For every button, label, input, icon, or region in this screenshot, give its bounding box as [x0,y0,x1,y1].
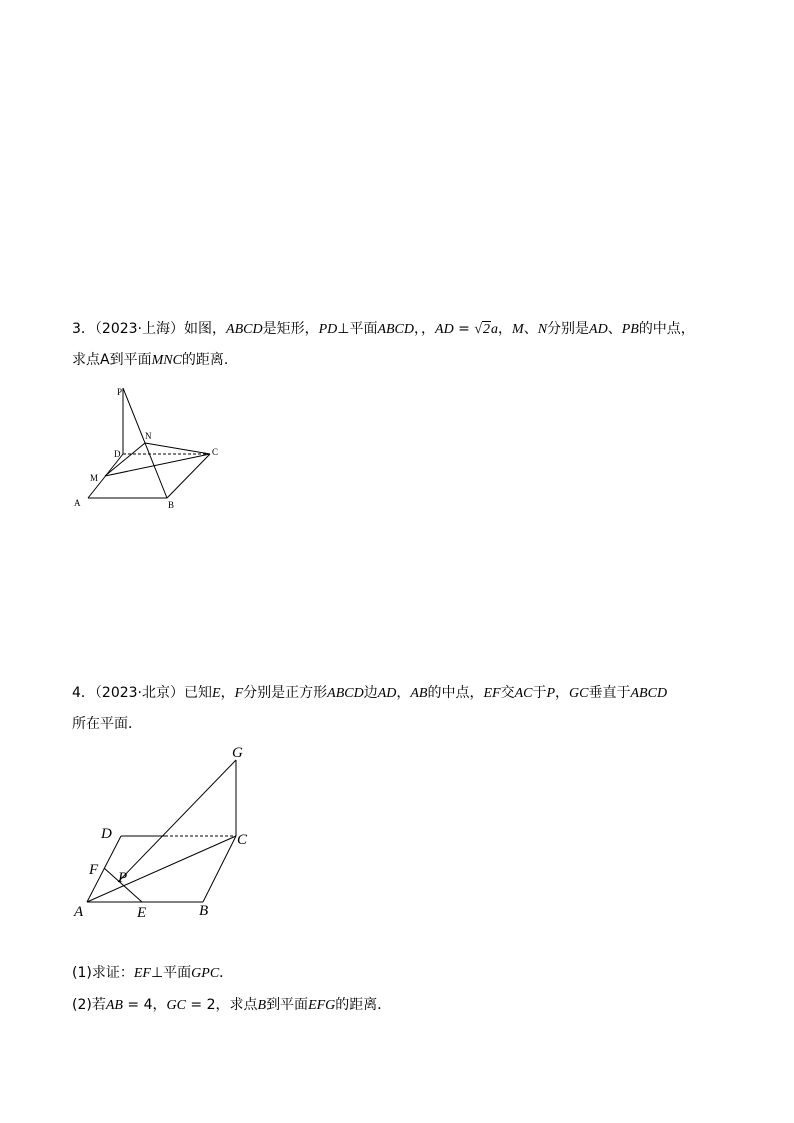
label-B: B [199,903,209,919]
problem3-line2: 求点A到平面MNC的距离. [72,352,229,368]
edge-AC [87,836,236,902]
figure4-diagram [70,740,270,925]
label-G: G [232,745,243,761]
edge-PG [118,760,236,882]
label-B: B [168,500,175,510]
problem4-line2: 所在平面． [72,716,142,732]
problem3-line1: 3．（2023·上海）如图，ABCD是矩形，PD⊥平面ABCD，，AD = √2a，M、N分别是AD、PB的中点， [72,321,695,337]
problem-source: （2023·北京） [94,685,185,701]
figure3-pyramid-diagram [60,380,240,520]
label-D: D [114,449,121,459]
edge-BC [167,454,210,498]
problem-number: 4． [72,685,95,701]
label-D: D [101,826,112,842]
label-C: C [237,832,248,848]
problem-number: 3． [72,321,95,337]
edge-BC [203,836,236,902]
sqrt-expression: √2a [474,322,499,337]
edge-NC [145,443,210,454]
problem-source: （2023·上海） [94,321,185,337]
label-E: E [137,905,147,921]
problem4-line1: 4．（2023·北京）已知E，F分别是正方形ABCD边AD，AB的中点，EF交AC于P，GC垂直于ABCD [72,685,668,701]
label-F: F [89,862,99,878]
label-P: P [117,387,123,397]
label-C: C [212,447,219,457]
label-M: M [90,473,99,483]
label-A: A [74,904,84,920]
label-N: N [145,431,152,441]
question-1: (1)求证：EF⊥平面GPC． [72,965,234,981]
edge-MN [105,443,145,476]
label-A: A [74,498,81,508]
label-P: P [118,870,128,886]
question-2: (2)若AB = 4，GC = 2，求点B到平面EFG的距离． [72,997,392,1013]
